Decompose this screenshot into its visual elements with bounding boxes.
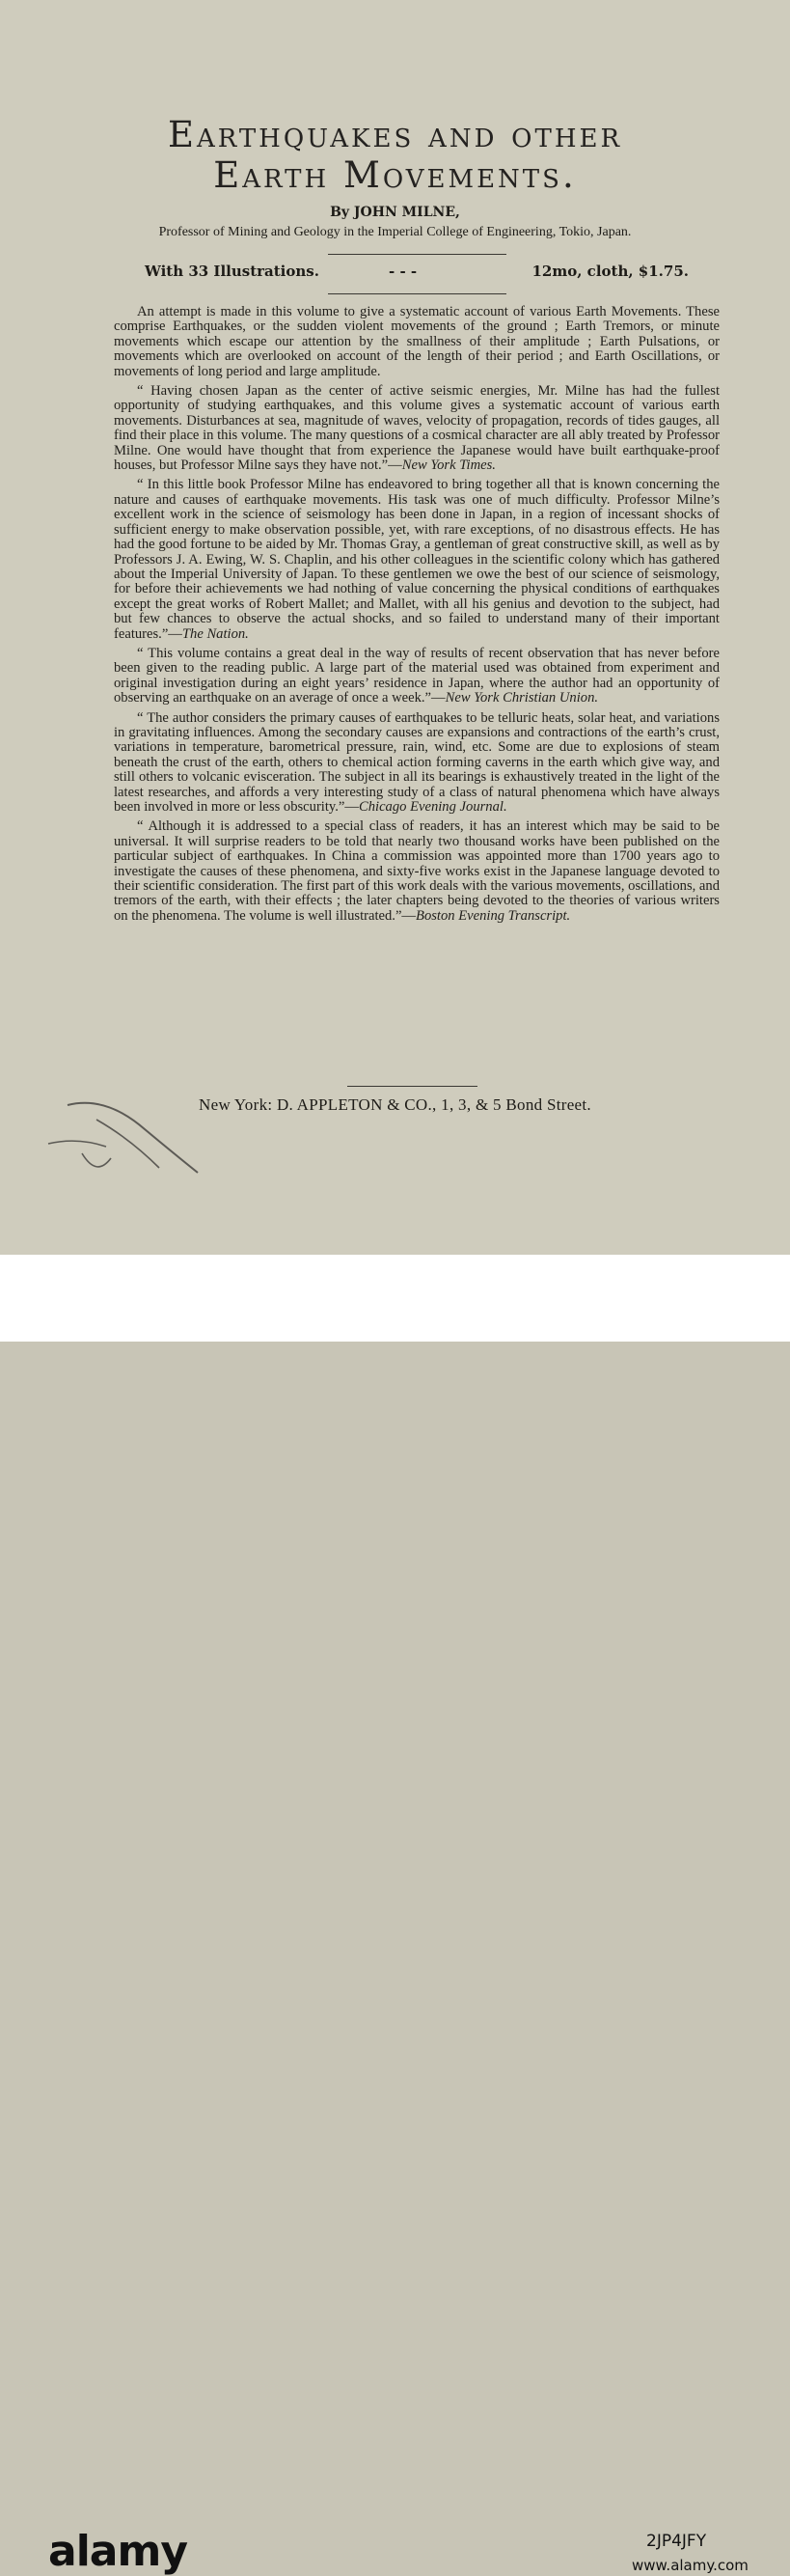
paragraph: “ This volume contains a great deal in the way of results of recent observation that has never before been given to the reading public. A large part of the material used was obtained from experiment and original investigation during an eight years’ residence in Japan, where the author had an opportunity of observing an earthquake on an average of once a week.”—New York Christian Union. <box>114 645 720 706</box>
illustrations-count: With 33 Illustrations. <box>145 263 319 280</box>
watermark-url: www.alamy.com <box>632 2557 749 2574</box>
image-id: 2JP4JFY <box>646 2532 707 2551</box>
review-source: New York Times. <box>401 457 496 474</box>
dashes: - - - <box>389 263 418 280</box>
author-byline: By JOHN MILNE, <box>330 205 460 220</box>
edition-info <box>145 263 695 284</box>
divider-rule <box>328 254 506 255</box>
title-line-1: Earthquakes and other <box>167 114 623 155</box>
title-line-2: Earth Movements. <box>213 154 577 196</box>
book-advertisement-page <box>0 0 790 1255</box>
review-source: New York Christian Union. <box>445 690 599 706</box>
format-price: 12mo, cloth, $1.75. <box>531 263 689 280</box>
paragraph: “ Although it is addressed to a special class of readers, it has an interest which may be said to be universal. It will surprise readers to be told that nearly two thousand works have been published on the particular subject of earthquakes. In China a commission was appointed more than 1700 years ago to investigate the causes of these phenomena, and sixty-five works exist in the Japanese language devoted to their scientific consideration. The first part of this work deals with the various movements, oscillations, and tremors of the earth, with their effects ; the later chapters being devoted to the theories of various writers on the phenomena. The volume is well illustrated.”—Boston Evening Transcript. <box>114 818 720 924</box>
paragraph: “ In this little book Professor Milne has endeavored to bring together all that is known concerning the nature and causes of earthquake movements. His task was one of much difficulty. Professor Milne’s excellent work in the science of seismology has been done in Japan, in a region of incessant shocks of sufficient energy to make observation possible, yet, with rare exceptions, of no disastrous effects. He has had the good fortune to be aided by Mr. Thomas Gray, a gentleman of great constructive skill, as well as by Professors J. A. Ewing, W. S. Chaplin, and his other colleagues in the scientific colony which has gathered about the Imperial University of Japan. To these gentlemen we owe the best of our science of seismology, for before their achievements we had nothing of value concerning the physical conditions of earthquakes except the great works of Robert Mallet; and Mallet, with all his genius and devotion to the subject, had but few chances to observe the actual shocks, and so failed to understand many of their important features.”—The Nation. <box>114 477 720 642</box>
divider-rule <box>328 293 506 294</box>
review-body <box>114 305 720 928</box>
review-source: The Nation. <box>181 625 249 642</box>
paragraph: “ The author considers the primary causes of earthquakes to be telluric heats, solar heat, and variations in gravitating influences. Among the secondary causes are expansions and contractions of the earth’s crust, variations in temperature, barometrical pressure, rain, wind, etc. Some are due to explosions of steam beneath the crust of the earth, others to chemical action forming caverns in the earth which give way, and still others to volcanic evisceration. The subject in all its bearings is exhaustively treated in the light of the latest researches, and affords a very interesting study of a class of natural phenomena which have always been involved in more or less obscurity.”—Chicago Evening Journal. <box>114 709 720 815</box>
pencil-mark-icon <box>39 1091 212 1187</box>
watermark-bar <box>0 1255 790 2576</box>
paragraph: An attempt is made in this volume to give a systematic account of various Earth Movements. These comprise Earthquakes, or the sudden violent movements of the ground ; Earth Tremors, or minute movements which escape our attention by the smallness of their amplitude ; Earth Pulsations, or movements which are overlooked on account of the length of their period ; and Earth Oscillations, or movements of long period and large amplitude. <box>114 304 720 379</box>
divider-rule <box>347 1086 477 1087</box>
paragraph: “ Having chosen Japan as the center of active seismic energies, Mr. Milne has had the fullest opportunity of studying earthquakes, and this volume gives a systematic account of various earth movements. Disturbances at sea, magnitude of waves, velocity of propagation, records of tides gauges, all find their place in this volume. The many questions of a cosmical character are all ably treated by Professor Milne. One would have thought that from experience the Japanese would have built earthquake-proof houses, but Professor Milne says they have not.”—New York Times. <box>114 383 720 474</box>
author-affiliation: Professor of Mining and Geology in the Imperial College of Engineering, Tokio, Japan. <box>158 225 632 239</box>
publisher-line: New York: D. APPLETON & CO., 1, 3, & 5 Bond Street. <box>199 1095 591 1114</box>
alamy-logo: alamy <box>48 2527 187 2576</box>
review-source: Boston Evening Transcript. <box>416 907 571 924</box>
review-source: Chicago Evening Journal. <box>358 799 507 815</box>
